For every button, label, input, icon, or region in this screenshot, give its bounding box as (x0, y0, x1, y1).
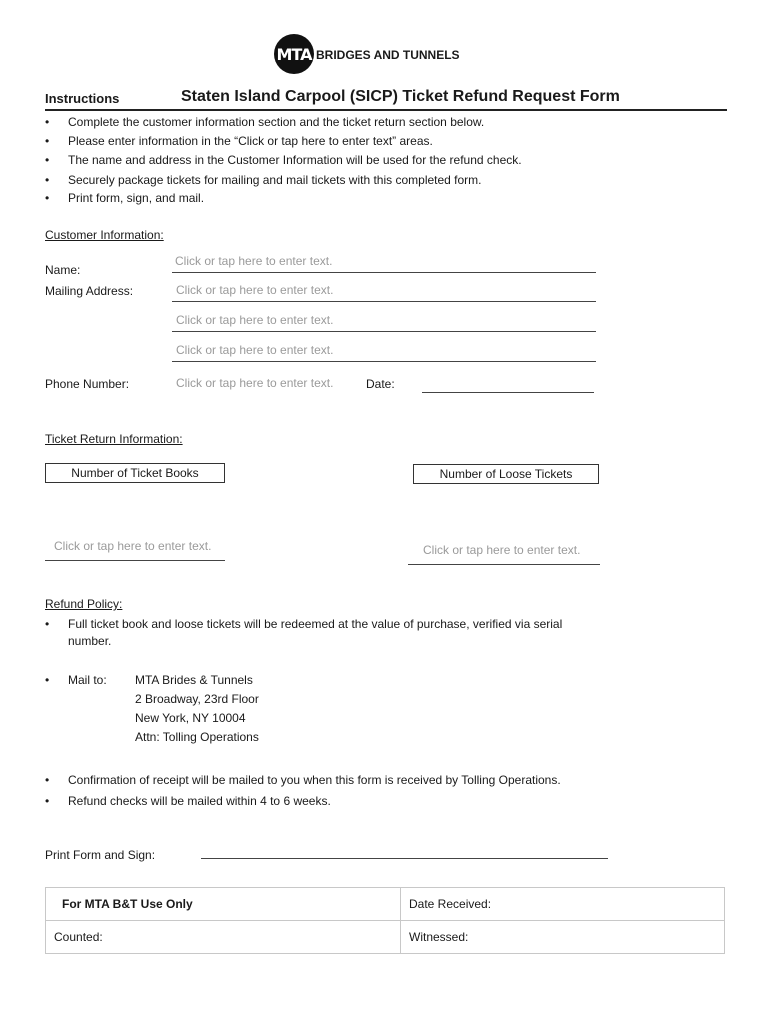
bullet-icon: • (45, 173, 50, 187)
loose-tickets-field[interactable]: Click or tap here to enter text. (423, 543, 581, 557)
policy-item-continued: number. (68, 634, 112, 648)
address-line-3-underline (172, 361, 596, 362)
bullet-icon: • (45, 794, 50, 808)
bullet-icon: • (45, 153, 50, 167)
page-title: Staten Island Carpool (SICP) Ticket Refund Request Form (181, 88, 620, 105)
ticket-books-underline (45, 560, 225, 561)
bullet-icon: • (45, 191, 50, 205)
address-line-2-field[interactable]: Click or tap here to enter text. (176, 313, 334, 327)
phone-field[interactable]: Click or tap here to enter text. (176, 376, 334, 390)
address-line: MTA Brides & Tunnels (135, 673, 253, 687)
policy-item: Confirmation of receipt will be mailed to you when this form is received by Tolling Operations. (68, 773, 561, 787)
title-divider (45, 109, 727, 111)
policy-item: Refund checks will be mailed within 4 to 6 weeks. (68, 794, 331, 808)
counted-cell: Counted: (46, 921, 401, 954)
address-line-3-field[interactable]: Click or tap here to enter text. (176, 343, 334, 357)
witnessed-cell: Witnessed: (401, 921, 725, 954)
sign-label: Print Form and Sign: (45, 848, 156, 862)
loose-tickets-label: Number of Loose Tickets (413, 464, 599, 484)
ticket-books-field[interactable]: Click or tap here to enter text. (54, 539, 212, 553)
mailing-address-label: Mailing Address: (45, 284, 134, 298)
date-label: Date: (366, 377, 395, 391)
bullet-icon: • (45, 673, 50, 687)
instructions-heading: Instructions (45, 91, 120, 106)
address-line-1-field[interactable]: Click or tap here to enter text. (176, 283, 334, 297)
customer-info-heading: Customer Information: (45, 228, 164, 242)
instruction-item: Please enter information in the “Click or tap here to enter text” areas. (68, 134, 433, 148)
name-field[interactable]: Click or tap here to enter text. (175, 254, 333, 268)
instruction-item: Securely package tickets for mailing and mail tickets with this completed form. (68, 173, 482, 187)
mta-logo: MTA (274, 34, 314, 74)
ticket-return-heading: Ticket Return Information: (45, 432, 183, 446)
address-line: 2 Broadway, 23rd Floor (135, 692, 259, 706)
brand-text: BRIDGES AND TUNNELS (316, 48, 460, 62)
name-field-underline (172, 272, 596, 273)
bullet-icon: • (45, 115, 50, 129)
bullet-icon: • (45, 134, 50, 148)
refund-policy-heading: Refund Policy: (45, 597, 123, 611)
signature-line[interactable] (201, 858, 608, 859)
date-field[interactable] (422, 392, 594, 393)
address-line: New York, NY 10004 (135, 711, 246, 725)
address-line-2-underline (172, 331, 596, 332)
date-received-cell: Date Received: (401, 888, 725, 921)
policy-item: Full ticket book and loose tickets will be redeemed at the value of purchase, verified via serial (68, 617, 563, 631)
mail-to-label: Mail to: (68, 673, 107, 687)
ticket-books-label: Number of Ticket Books (45, 463, 225, 483)
office-use-heading: For MTA B&T Use Only (46, 888, 401, 921)
loose-tickets-underline (408, 564, 600, 565)
phone-label: Phone Number: (45, 377, 130, 391)
instruction-item: The name and address in the Customer Information will be used for the refund check. (68, 153, 522, 167)
bullet-icon: • (45, 773, 50, 787)
instruction-item: Print form, sign, and mail. (68, 191, 205, 205)
office-use-table (45, 887, 725, 954)
name-label: Name: (45, 263, 81, 277)
address-line: Attn: Tolling Operations (135, 730, 259, 744)
address-line-1-underline (172, 301, 596, 302)
instruction-item: Complete the customer information section and the ticket return section below. (68, 115, 485, 129)
bullet-icon: • (45, 617, 50, 631)
